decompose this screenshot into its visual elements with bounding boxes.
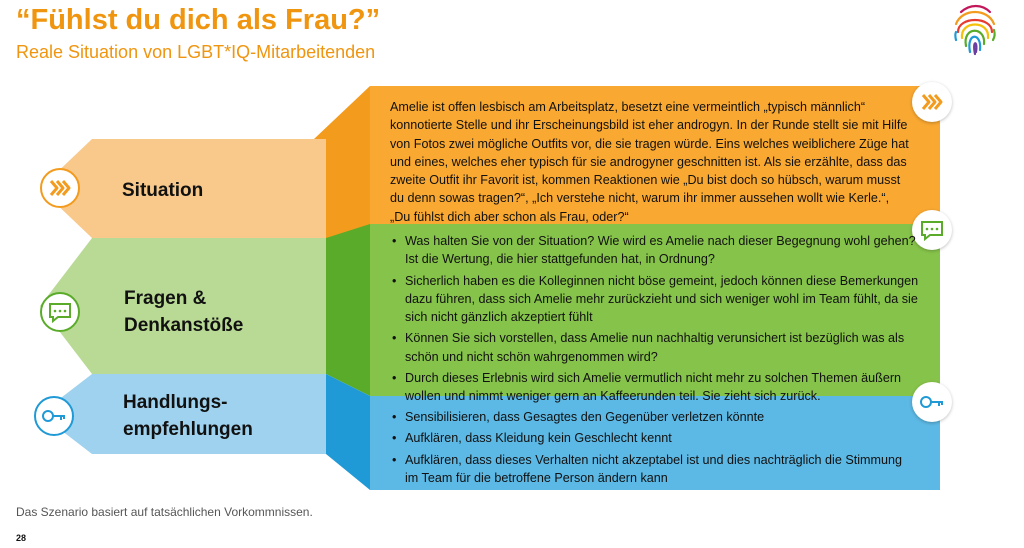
questions-list: [390, 232, 920, 409]
list-item: • Sensibilisieren, dass Gesagtes den Gegenüber verletzen könnte: [390, 408, 910, 426]
list-item: • Aufklären, dass Kleidung kein Geschlecht kennt: [390, 429, 910, 447]
questions-label-line1: Fragen &: [124, 288, 207, 309]
questions-connector: [326, 224, 370, 396]
list-item: • Können Sie sich vorstellen, dass Amelie nun nachhaltig verunsichert ist bezüglich was als schön und nicht schön wahrgenommen wird?: [390, 329, 920, 366]
questions-label: [124, 285, 243, 339]
questions-label-line2: Denkanstöße: [124, 315, 244, 336]
situation-chevrons-icon: [40, 168, 80, 208]
list-item: • Was halten Sie von der Situation? Wie wird es Amelie nach dieser Begegnung wohl gehen? Ist die Wertung, die hier stattgefunden hat, in Ordnung?: [390, 232, 920, 269]
questions-speech-bubble-icon: [40, 292, 80, 332]
page-title: “Fühlst du dich als Frau?”: [16, 4, 381, 36]
actions-label-line1: Handlungs-: [123, 392, 228, 413]
situation-text: Amelie ist offen lesbisch am Arbeitsplatz, besetzt eine vermeintlich „typisch männlich“ konnotierte Stelle und ihr Erscheinungsbild ist eher androgyn. In der Runde stellt sie mit Hilfe von Fotos zwei mögliche Outfits vor, die sie tragen würde. Eins welches weiblichere Züge hat und eines, welches eher typisch für sie androgyner geschnitten ist. Als sie erzählte, dass das zweite Outfit ihr Favorit ist, kommen Reaktionen wie „Du bist doch so hübsch, warum musst du denn sowas tragen?“, „Ich verstehe nicht, warum ihr immer aussehen wollt wie Kerle.“, „Du fühlst dich aber schon als Frau, oder?“: [390, 100, 909, 224]
actions-label: [123, 389, 253, 443]
page-number: 28: [16, 533, 27, 543]
list-item: • Sicherlich haben es die Kolleginnen nicht böse gemeint, jedoch können diese Bemerkungen dazu führen, dass sich Amelie mehr zurückzieht und sich weniger wohl im Team fühlt, da sie sich nicht gänzlich akzeptiert fühlt: [390, 272, 920, 327]
list-item: • Durch dieses Erlebnis wird sich Amelie vermutlich nicht mehr zu solchen Themen äußern wollen und nimmt weniger gern an Kaffeerunden teil. Sie zieht sich zurück.: [390, 369, 920, 406]
actions-label-line2: empfehlungen: [123, 419, 253, 440]
actions-list: [390, 408, 910, 490]
footer-note: Das Szenario basiert auf tatsächlichen Vorkommnissen.: [16, 505, 313, 519]
situation-right-chevrons-icon: [912, 82, 952, 122]
list-item: • Aufklären, dass dieses Verhalten nicht akzeptabel ist und dies nachträglich die Stimmung im Team für die betroffene Person ändern kann: [390, 451, 910, 488]
page-subtitle: Reale Situation von LGBT*IQ-Mitarbeitenden: [16, 42, 376, 62]
actions-key-icon: [34, 396, 74, 436]
situation-label: Situation: [122, 180, 204, 201]
